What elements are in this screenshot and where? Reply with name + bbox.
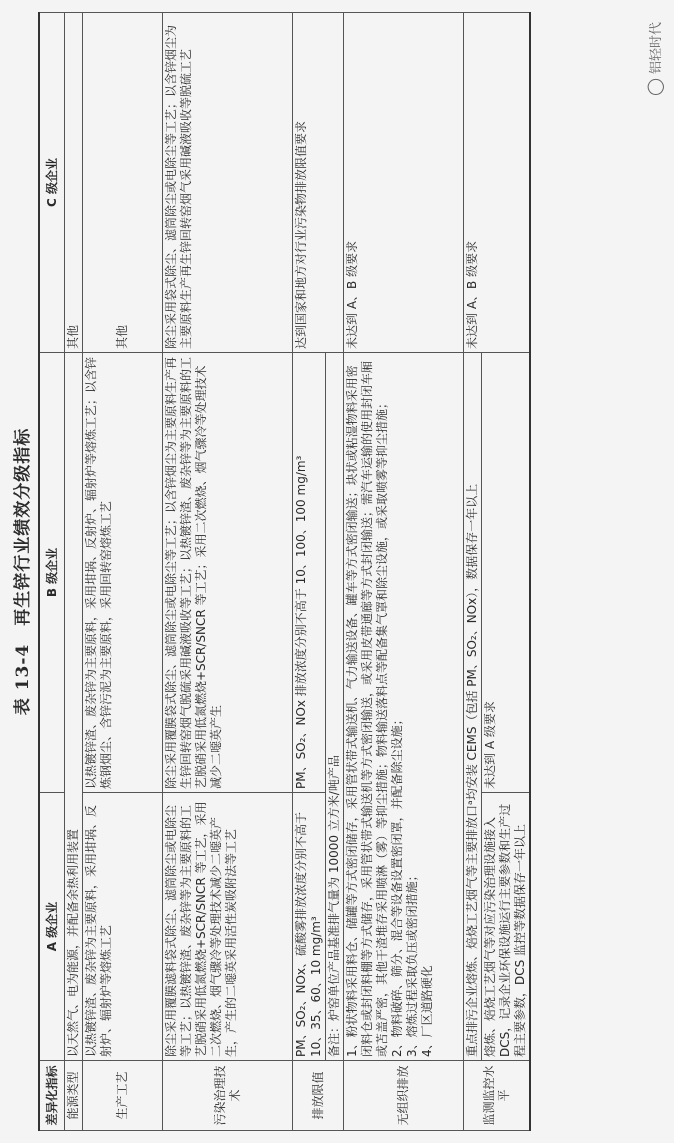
row-label: 排放限值 — [293, 1061, 344, 1131]
list-item: 4、厂区道路硬化 — [420, 965, 434, 1057]
row-control — [163, 13, 293, 1131]
cell-c: 未达到 A、B 级要求 — [344, 13, 464, 353]
list-item: 2、物料破碎、筛分、混合等设备设置密闭罩，并配备除尘设施； — [390, 713, 404, 1057]
cell-b: 未达到 A 级要求 — [482, 353, 531, 793]
row-label: 生产工艺 — [83, 1061, 163, 1131]
list-item: 1、粉状物料采用料仓、储罐等方式密闭储存，采用管状带式输送机、气力输送设备、罐车等方式密闭输送；块状或粘湿物料采用密闭料仓或封闭料棚等方式储存，采用管状带式输送机等方式密闭输送，或采用皮带通廊等方式封闭输送；需汽车运输的使用封闭车厢或苫盖严密，其他干渣堆存采用喷淋（雾）等抑尘措施；物料输送落料点等配备集气罩和除尘设施，或采取喷雾等抑尘措施； — [345, 360, 389, 1057]
cell-b: 以热镀锌渣、废杂锌为主要原料，采用坩埚、反射炉、辐射炉等熔炼工艺；以含锌炼钢烟尘、含锌污泥为主要原料，采用回转窑熔炼工艺 — [83, 353, 163, 793]
row-label: 无组织排放 — [344, 1061, 464, 1131]
cell-a-b: 重点排污企业熔炼、焙烧工艺烟气等主要排放口ᵃ均安装 CEMS（包括 PM、SO₂、NOx），数据保存一年以上 — [464, 353, 482, 1061]
cell-a: 除尘采用覆膜滤料袋式除尘、滤筒除尘或电除尘等工艺；以热镀锌渣、废杂锌等为主要原料的工艺脱硝采用低氮燃烧+SCR/SNCR 等工艺，采用二次燃烧、烟气骤冷等处理技术减少二噁英产生，产生的二噁英采用活性炭吸附法等工艺 — [163, 793, 293, 1061]
header-grade-c: C 级企业 — [39, 13, 65, 353]
cell-c: 其他 — [65, 13, 83, 353]
row-monitoring — [464, 13, 482, 1131]
cell-c: 未达到 A、B 级要求 — [464, 13, 531, 353]
cell-b: 除尘采用覆膜袋式除尘、滤筒除尘或电除尘等工艺；以含锌烟尘为主要原料生产再生锌回转窑烟气脱硫采用碱液吸收等工艺；以热镀锌渣、废杂锌等为主要原料的工艺脱硝采用低氮燃烧+SCR/SNCR 等工艺；采用二次燃烧、烟气骤冷等处理技术减少二噁英产生 — [163, 353, 293, 793]
watermark-text: 铝轻时代 — [649, 22, 664, 75]
cell-a-b: 以天然气、电为能源，并配备余热利用装置 — [65, 353, 83, 1061]
header-grade-a: A 级企业 — [39, 793, 65, 1061]
cell-c: 达到国家和地方对行业污染物排放限值要求 — [293, 13, 344, 353]
header-indicator: 差异化指标 — [39, 1061, 65, 1131]
row-unorganized — [344, 13, 464, 1131]
header-grade-b: B 级企业 — [39, 353, 65, 793]
list-item: 3、熔炼过程采取负压或密闭措施； — [405, 869, 419, 1057]
performance-grading-table — [38, 12, 531, 1131]
cell-a-b — [344, 353, 464, 1061]
cell-c: 除尘采用袋式除尘、滤筒除尘或电除尘等工艺；以含锌烟尘为主要原料生产再生锌回转窑烟气采用碱液吸收等脱硫工艺 — [163, 13, 293, 353]
row-energy — [65, 13, 83, 1131]
row-emission — [293, 13, 326, 1131]
row-label: 污染治理技术 — [163, 1061, 293, 1131]
watermark — [645, 22, 664, 96]
wechat-icon: ◯ — [645, 78, 664, 96]
cell-a: PM、SO₂、NOx、硫酸雾排放浓度分别不高于 10、35、60、10 mg/m³ — [293, 793, 326, 1061]
cell-a: 熔炼、焙烧工艺烟气等对应污染治理设施接入 DCS，记录企业环保设施运行主要参数和生产过程主要参数，DCS 监控等数据保存一年以上 — [482, 793, 531, 1061]
cell-note: 备注：炉窑单位产品基准排气量为 10000 立方米/吨产品 — [326, 353, 344, 1061]
row-process — [83, 13, 163, 1131]
cell-a: 以热镀锌渣、废杂锌为主要原料，采用坩埚、反射炉、辐射炉等熔炼工艺 — [83, 793, 163, 1061]
cell-b: PM、SO₂、NOx 排放浓度分别不高于 10、100、100 mg/m³ — [293, 353, 326, 793]
row-label: 能源类型 — [65, 1061, 83, 1131]
header-row — [39, 13, 65, 1131]
row-label: 监测监控水平 — [464, 1061, 531, 1131]
cell-c: 其他 — [83, 13, 163, 353]
table-title: 表 13-4 再生锌行业绩效分级指标 — [13, 427, 33, 716]
